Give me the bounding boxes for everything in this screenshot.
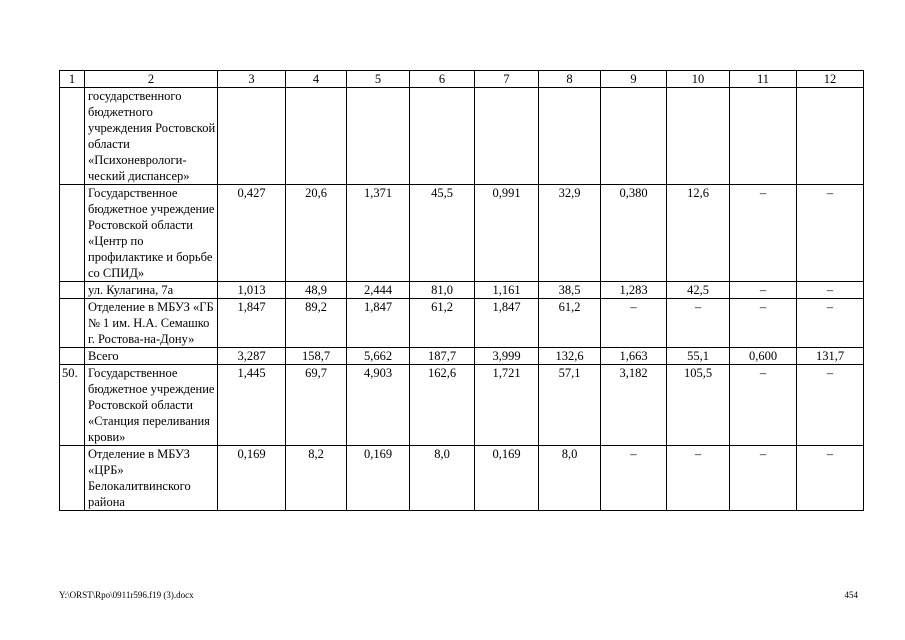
value-cell: 12,6 [667,185,730,282]
value-cell: – [730,299,797,348]
value-cell: – [730,282,797,299]
value-cell: – [730,446,797,511]
value-cell: 162,6 [410,365,475,446]
value-cell: 1,847 [475,299,539,348]
table-row [60,299,864,348]
value-cell: – [797,282,864,299]
header-cell: 12 [797,71,864,88]
value-cell [410,88,475,185]
footer-file-path: Y:\ORST\Rpo\0911r596.f19 (3).docx [59,590,194,600]
value-cell [539,88,601,185]
value-cell [730,88,797,185]
value-cell: 1,371 [347,185,410,282]
data-table [59,70,864,511]
value-cell: 69,7 [286,365,347,446]
value-cell: 8,0 [539,446,601,511]
table-row [60,282,864,299]
value-cell [347,88,410,185]
header-cell: 10 [667,71,730,88]
value-cell: – [601,299,667,348]
value-cell: – [797,185,864,282]
value-cell: 3,287 [218,348,286,365]
header-cell: 6 [410,71,475,88]
value-cell: 1,161 [475,282,539,299]
table-header-row [60,71,864,88]
value-cell: 105,5 [667,365,730,446]
value-cell: 0,427 [218,185,286,282]
value-cell: 42,5 [667,282,730,299]
value-cell: 131,7 [797,348,864,365]
header-cell: 5 [347,71,410,88]
value-cell: 0,600 [730,348,797,365]
row-index-cell [60,185,85,282]
value-cell: 132,6 [539,348,601,365]
table-row [60,348,864,365]
value-cell: – [797,446,864,511]
value-cell: – [730,365,797,446]
row-index-cell: 50. [60,365,85,446]
institution-name-cell: Всего [85,348,218,365]
value-cell: 0,169 [475,446,539,511]
value-cell: – [667,446,730,511]
value-cell [601,88,667,185]
institution-name-cell: Государственное бюджетное учреждение Ростовской области «Центр по профилактике и борьбе со СПИД» [85,185,218,282]
header-cell: 1 [60,71,85,88]
value-cell: 1,663 [601,348,667,365]
value-cell: – [797,365,864,446]
table-row [60,446,864,511]
table-row [60,88,864,185]
value-cell [475,88,539,185]
value-cell: 38,5 [539,282,601,299]
table-row [60,365,864,446]
value-cell: 3,999 [475,348,539,365]
row-index-cell [60,299,85,348]
value-cell [667,88,730,185]
value-cell [286,88,347,185]
header-cell: 8 [539,71,601,88]
row-index-cell [60,348,85,365]
value-cell: 32,9 [539,185,601,282]
value-cell: 0,991 [475,185,539,282]
value-cell: 1,847 [218,299,286,348]
value-cell: – [601,446,667,511]
header-cell: 4 [286,71,347,88]
value-cell: 89,2 [286,299,347,348]
value-cell: 20,6 [286,185,347,282]
institution-name-cell: ул. Кулагина, 7а [85,282,218,299]
value-cell: – [730,185,797,282]
footer-page-number: 454 [844,590,858,600]
row-index-cell [60,88,85,185]
value-cell: 187,7 [410,348,475,365]
row-index-cell [60,446,85,511]
value-cell: 1,283 [601,282,667,299]
value-cell: 3,182 [601,365,667,446]
value-cell: 1,445 [218,365,286,446]
header-cell: 9 [601,71,667,88]
value-cell: 4,903 [347,365,410,446]
value-cell: 2,444 [347,282,410,299]
value-cell [218,88,286,185]
value-cell: 1,721 [475,365,539,446]
value-cell: 1,013 [218,282,286,299]
institution-name-cell: Отделение в МБУЗ «ЦРБ» Белокалитвинского района [85,446,218,511]
value-cell: 1,847 [347,299,410,348]
header-cell: 7 [475,71,539,88]
value-cell: 57,1 [539,365,601,446]
value-cell: 0,169 [218,446,286,511]
table-row [60,185,864,282]
institution-name-cell: государственного бюджетного учреждения Ростовской области «Психоневрологи-ческий диспансер» [85,88,218,185]
value-cell: 55,1 [667,348,730,365]
row-index-cell [60,282,85,299]
value-cell: 61,2 [410,299,475,348]
institution-name-cell: Государственное бюджетное учреждение Ростовской области «Станция переливания крови» [85,365,218,446]
header-cell: 2 [85,71,218,88]
value-cell: 61,2 [539,299,601,348]
institution-name-cell: Отделение в МБУЗ «ГБ № 1 им. Н.А. Семашко г. Ростова-на-Дону» [85,299,218,348]
value-cell: 81,0 [410,282,475,299]
value-cell: 8,2 [286,446,347,511]
value-cell: – [797,299,864,348]
value-cell: 0,169 [347,446,410,511]
header-cell: 3 [218,71,286,88]
value-cell: 45,5 [410,185,475,282]
value-cell: 5,662 [347,348,410,365]
value-cell: – [667,299,730,348]
value-cell: 8,0 [410,446,475,511]
value-cell [797,88,864,185]
value-cell: 48,9 [286,282,347,299]
header-cell: 11 [730,71,797,88]
value-cell: 158,7 [286,348,347,365]
value-cell: 0,380 [601,185,667,282]
